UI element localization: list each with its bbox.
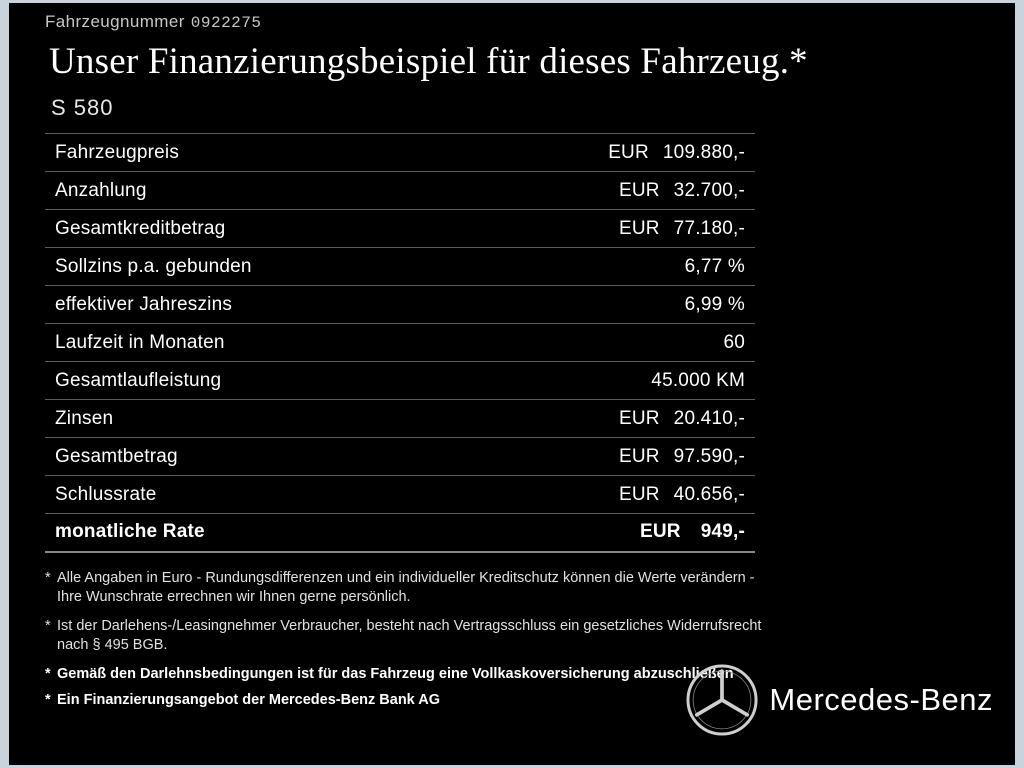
table-row — [45, 248, 755, 286]
footnote-text: Ein Finanzierungsangebot der Mercedes-Benz Bank AG — [57, 692, 440, 709]
row-amount: 45.000 KM — [651, 369, 745, 391]
footnote — [45, 665, 775, 685]
row-currency: EUR — [618, 217, 660, 239]
row-label: Gesamtlaufleistung — [45, 362, 460, 400]
row-currency: EUR — [618, 179, 660, 201]
row-currency: EUR — [608, 141, 649, 163]
row-value — [460, 286, 755, 324]
footnote-marker: * — [45, 665, 51, 682]
table-row — [45, 210, 755, 248]
footnote-marker: * — [45, 692, 51, 709]
footnote-marker: * — [45, 617, 51, 634]
financing-table — [45, 133, 755, 553]
row-amount: 77.180,- — [673, 217, 745, 239]
vehicle-model: S 580 — [51, 95, 114, 120]
row-amount: 6,77 % — [684, 255, 745, 277]
row-amount: 32.700,- — [673, 179, 745, 201]
row-amount: 60 — [723, 331, 745, 353]
row-value — [460, 476, 755, 514]
footnote-text: Ist der Darlehens-/Leasingnehmer Verbraucher, besteht nach Vertragsschluss ein gesetzliches Widerrufsrecht nach § 495 BGB. — [57, 617, 762, 654]
row-label: Schlussrate — [45, 476, 460, 514]
table-row — [45, 476, 755, 514]
row-amount: 20.410,- — [673, 407, 745, 429]
brand-name: Mercedes-Benz — [769, 682, 993, 717]
row-currency: EUR — [618, 483, 660, 505]
row-label: Gesamtbetrag — [45, 438, 460, 476]
row-value — [460, 172, 755, 210]
mercedes-star-icon — [685, 663, 759, 737]
vehicle-number — [45, 3, 979, 32]
table-row — [45, 324, 755, 362]
row-label: effektiver Jahreszins — [45, 286, 460, 324]
financing-table-body — [45, 134, 755, 552]
row-value — [460, 400, 755, 438]
row-currency: EUR — [618, 407, 660, 429]
row-value — [460, 362, 755, 400]
table-row — [45, 172, 755, 210]
brand-logo — [685, 663, 993, 737]
row-amount: 6,99 % — [684, 293, 745, 315]
row-amount: 40.656,- — [673, 483, 745, 505]
vehicle-number-value: 0922275 — [190, 14, 262, 32]
footnote — [45, 569, 775, 608]
row-label: Sollzins p.a. gebunden — [45, 248, 460, 286]
row-value — [460, 438, 755, 476]
footnote — [45, 617, 775, 656]
row-label: monatliche Rate — [45, 514, 460, 552]
table-row — [45, 134, 755, 172]
table-row — [45, 286, 755, 324]
row-amount: 109.880,- — [662, 141, 745, 163]
footnote — [45, 691, 775, 711]
document-content — [9, 3, 1015, 765]
footnote-marker: * — [45, 569, 51, 586]
page-title: Unser Finanzierungsbeispiel für dieses Fahrzeug.* — [49, 41, 808, 82]
row-amount: 949,- — [700, 521, 745, 543]
footnote-text: Gemäß den Darlehnsbedingungen ist für das Fahrzeug eine Vollkaskoversicherung abzuschließen — [57, 665, 734, 682]
row-label: Anzahlung — [45, 172, 460, 210]
table-row — [45, 438, 755, 476]
row-amount: 97.590,- — [673, 445, 745, 467]
row-label: Laufzeit in Monaten — [45, 324, 460, 362]
row-value — [460, 210, 755, 248]
vehicle-number-label: Fahrzeugnummer — [45, 12, 185, 31]
footnote-text: Alle Angaben in Euro - Rundungsdifferenzen und ein individueller Kreditschutz können die Werte verändern - Ihre Wunschrate errechnen wir Ihnen gerne persönlich. — [57, 569, 755, 606]
row-value — [460, 324, 755, 362]
row-value — [460, 134, 755, 172]
row-value — [460, 514, 755, 552]
footnotes — [45, 569, 775, 711]
table-row — [45, 400, 755, 438]
row-currency: EUR — [618, 445, 660, 467]
row-label: Zinsen — [45, 400, 460, 438]
row-value — [460, 248, 755, 286]
table-row-total — [45, 514, 755, 552]
row-label: Fahrzeugpreis — [45, 134, 460, 172]
table-row — [45, 362, 755, 400]
row-label: Gesamtkreditbetrag — [45, 210, 460, 248]
row-currency: EUR — [639, 521, 681, 543]
